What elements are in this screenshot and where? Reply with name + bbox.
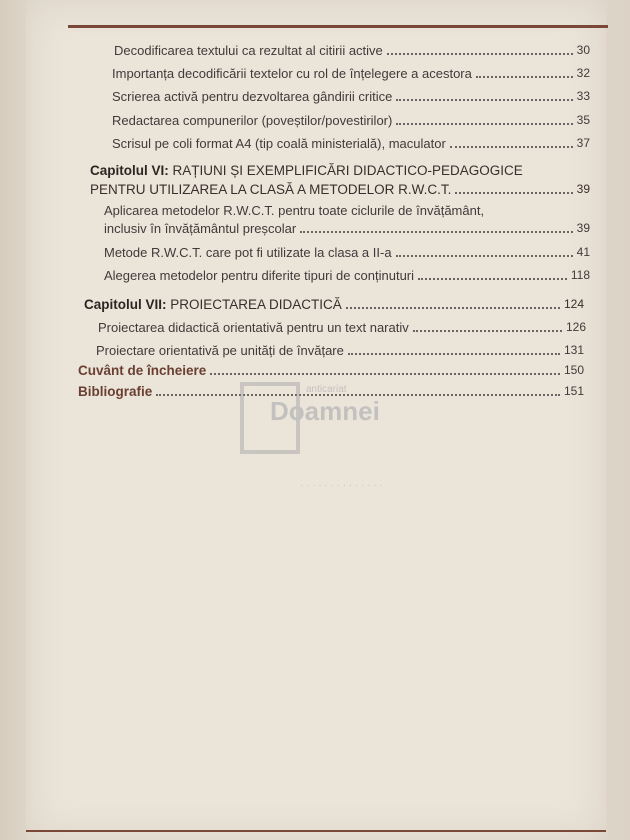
toc-entry[interactable]: [104, 221, 590, 236]
leader-dots: [348, 353, 560, 355]
toc-entry-title: Proiectare orientativă pe unități de învățare: [96, 343, 344, 358]
bibliography-page: 151: [563, 384, 584, 398]
leader-dots: [346, 307, 560, 309]
chapter-6-title-line2: PENTRU UTILIZAREA LA CLASĂ A METODELOR R.W.C.T.: [90, 182, 452, 197]
leader-dots: [396, 99, 572, 101]
toc-entry-title: Metode R.W.C.T. care pot fi utilizate la clasa a II-a: [104, 245, 392, 260]
toc-entry-title: inclusiv în învățământul preșcolar: [104, 221, 297, 236]
toc-entry[interactable]: [96, 343, 584, 358]
chapter-6-heading[interactable]: [90, 163, 523, 178]
toc-entry-title: Proiectarea didactică orientativă pentru un text narativ: [98, 320, 409, 335]
toc-entry[interactable]: [104, 245, 590, 260]
watermark-small-text: anticariat: [306, 384, 347, 395]
chapter-7-label: Capitolul VII:: [84, 297, 167, 312]
toc-entry-title: Decodificarea textului ca rezultat al citirii active: [114, 43, 383, 58]
toc-entry[interactable]: [112, 136, 590, 151]
watermark-logo: [240, 382, 400, 462]
chapter-6-heading-line2[interactable]: [90, 182, 590, 197]
toc-entry-page: 30: [576, 43, 590, 57]
toc-entry-title: Scrisul pe coli format A4 (tip coală ministerială), maculator: [112, 136, 446, 151]
toc-entry-title: Importanța decodificării textelor cu rol de înțelegere a acestora: [112, 66, 472, 81]
toc-entry[interactable]: [98, 320, 586, 335]
closing-title: Cuvânt de încheiere: [78, 363, 207, 378]
toc-entry-page: 37: [576, 136, 590, 150]
leader-dots: [396, 123, 572, 125]
toc-entry-page: 131: [563, 343, 584, 357]
toc-entry-page: 126: [565, 320, 586, 334]
toc-entry-page: 35: [576, 113, 590, 127]
chapter-7-page: 124: [563, 297, 584, 311]
leader-dots: [300, 231, 572, 233]
bibliography-title: Bibliografie: [78, 384, 153, 399]
leader-dots: [210, 373, 560, 375]
leader-dots: [387, 53, 573, 55]
toc-entry-title: Alegerea metodelor pentru diferite tipuri de conținuturi: [104, 268, 415, 283]
closing-page: 150: [563, 363, 584, 377]
toc-entry[interactable]: [112, 66, 590, 81]
leader-dots: [450, 146, 573, 148]
leader-dots: [476, 76, 573, 78]
toc-entry-title: Scrierea activă pentru dezvoltarea gândirii critice: [112, 89, 393, 104]
bleed-through-text: · · · · · · · · · · · · · ·: [300, 480, 383, 491]
chapter-6-title-line1: RAȚIUNI ȘI EXEMPLIFICĂRI DIDACTICO-PEDAGOGICE: [172, 163, 523, 178]
watermark-brand: Doamnei: [270, 396, 380, 426]
toc-entry-title: Redactarea compunerilor (poveștilor/povestirilor): [112, 113, 393, 128]
chapter-6-page: 39: [576, 182, 590, 196]
leader-dots: [396, 255, 573, 257]
toc-entry-page: 39: [576, 221, 590, 235]
chapter-7-title: PROIECTAREA DIDACTICĂ: [170, 297, 342, 312]
chapter-6-label: Capitolul VI:: [90, 163, 169, 178]
top-rule: [68, 25, 608, 28]
toc-entry-page: 33: [576, 89, 590, 103]
toc-entry[interactable]: [112, 113, 590, 128]
toc-entry-page: 32: [576, 66, 590, 80]
toc-entry-page: 41: [576, 245, 590, 259]
chapter-6-item-1-line1[interactable]: Aplicarea metodelor R.W.C.T. pentru toate ciclurile de învățământ,: [104, 203, 485, 218]
leader-dots: [455, 192, 572, 194]
toc-entry[interactable]: [114, 43, 590, 58]
leader-dots: [413, 330, 562, 332]
toc-entry[interactable]: [104, 268, 590, 283]
chapter-7-heading[interactable]: [84, 297, 584, 312]
toc-entry[interactable]: [112, 89, 590, 104]
leader-dots: [418, 278, 567, 280]
closing-entry[interactable]: [78, 363, 584, 378]
toc-entry-page: 118: [570, 268, 590, 282]
bottom-rule: [26, 830, 606, 832]
